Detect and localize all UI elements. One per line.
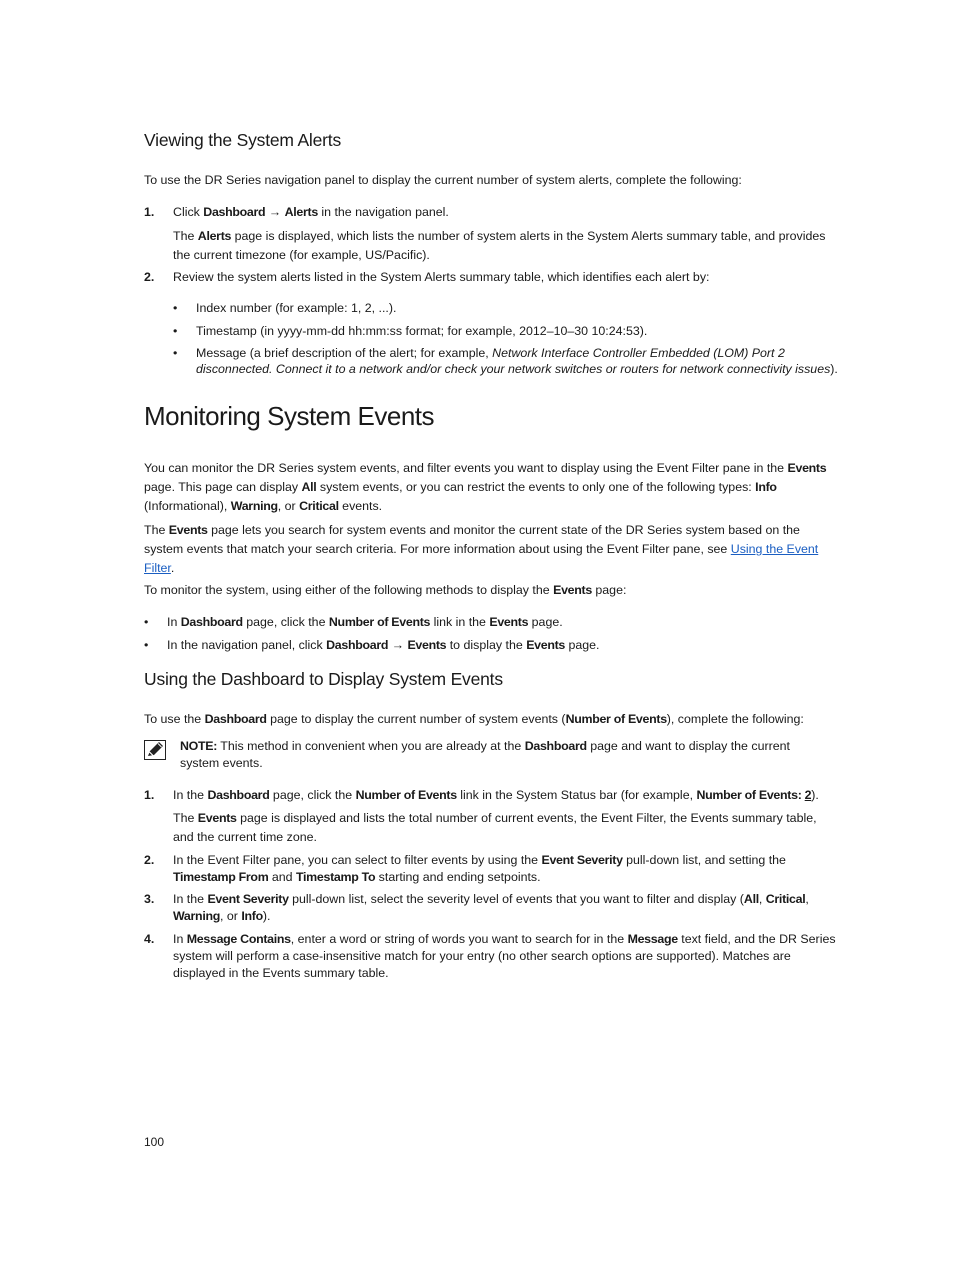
step-number: 1.: [144, 788, 155, 802]
bullet-index-number: Index number (for example: 1, 2, ...).: [196, 301, 397, 315]
step-number: 2.: [144, 853, 155, 867]
bullet-timestamp: Timestamp (in yyyy-mm-dd hh:mm:ss format; for example, 2012–10–30 10:24:53).: [196, 324, 648, 338]
monitoring-paragraph-1: You can monitor the DR Series system events, and filter events you want to display using the Event Filter pane in the Events page. This page can display All system events, or you can restrict the events to only one of the following types: Info (Informational), Warning, or Critical events.: [144, 461, 827, 513]
page-number: 100: [144, 1135, 165, 1149]
link-using-the-event-filter[interactable]: Using the Event Filter: [144, 542, 819, 575]
method-bullet-2: In the navigation panel, click Dashboard → Events to display the Events page.: [167, 638, 600, 652]
bullet: •: [144, 615, 149, 629]
bullet: •: [173, 324, 178, 338]
dashboard-step-2: In the Event Filter pane, you can select to filter events by using the Event Severity pull-down list, and setting the Timestamp From and Timestamp To starting and ending setpoints.: [173, 853, 786, 884]
dashboard-intro: To use the Dashboard page to display the current number of system events (Number of Events), complete the following:: [144, 712, 804, 726]
bullet: •: [144, 638, 149, 652]
note-text: NOTE: This method in convenient when you are already at the Dashboard page and want to display the current system events.: [180, 739, 790, 770]
step-number: 4.: [144, 932, 155, 946]
monitoring-paragraph-2: The Events page lets you search for system events and monitor the current state of the DR Series system based on the system events that match your search criteria. For more information about using the Event Filter pane, see Using the Event Filter.: [144, 523, 819, 575]
step-number: 3.: [144, 892, 155, 906]
alerts-step-1-result: The Alerts page is displayed, which lists the number of system alerts in the System Alerts summary table, and provides the current timezone (for example, US/Pacific).: [173, 229, 826, 262]
method-bullet-1: In Dashboard page, click the Number of Events link in the Events page.: [167, 615, 563, 629]
alerts-step-1: Click Dashboard → Alerts in the navigation panel.: [173, 205, 449, 219]
step-number: 1.: [144, 205, 155, 219]
alerts-intro: To use the DR Series navigation panel to display the current number of system alerts, complete the following:: [144, 173, 742, 187]
bullet-message: Message (a brief description of the alert; for example, Network Interface Controller Embedded (LOM) Port 2 disconnected. Connect it to a network and/or check your network switches or routers for network connectivity issues).: [196, 346, 838, 376]
dashboard-step-3: In the Event Severity pull-down list, select the severity level of events that you want to filter and display (All, Critical, Warning, or Info).: [173, 892, 809, 923]
bullet: •: [173, 301, 178, 315]
monitoring-paragraph-3: To monitor the system, using either of the following methods to display the Events page:: [144, 583, 627, 597]
heading-using-dashboard: Using the Dashboard to Display System Events: [144, 669, 503, 689]
dashboard-step-1: In the Dashboard page, click the Number of Events link in the System Status bar (for example, Number of Events: 2).: [173, 788, 819, 802]
bullet: •: [173, 346, 178, 360]
alerts-step-2: Review the system alerts listed in the System Alerts summary table, which identifies each alert by:: [173, 270, 710, 284]
step-number: 2.: [144, 270, 155, 284]
heading-monitoring-system-events: Monitoring System Events: [144, 401, 435, 431]
note-pencil-icon: [144, 740, 166, 760]
dashboard-step-4: In Message Contains, enter a word or string of words you want to search for in the Message text field, and the DR Series system will perform a case-insensitive match for your entry (no other search options are supported). Matches are displayed in the Events summary table.: [173, 932, 836, 980]
dashboard-step-1-result: The Events page is displayed and lists the total number of current events, the Event Filter, the Events summary table, and the current time zone.: [173, 811, 817, 844]
heading-viewing-system-alerts: Viewing the System Alerts: [144, 130, 341, 150]
